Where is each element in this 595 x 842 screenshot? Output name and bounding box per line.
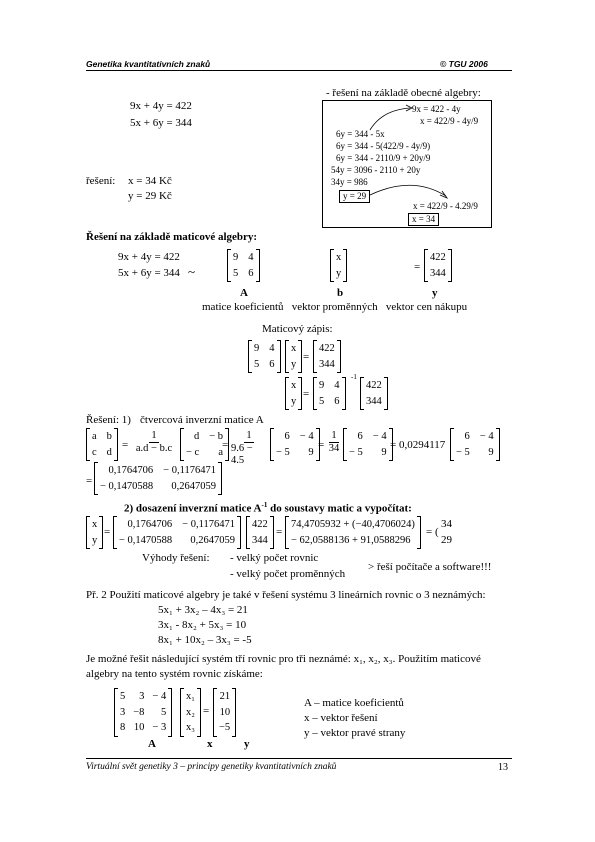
matrix-cell: − 0,1176471 [182, 519, 235, 530]
matrix-cell: 8 [120, 722, 126, 734]
notation-title: Maticový zápis: [262, 323, 333, 335]
algebra-line: x = 422/9 - 4y/9 [420, 116, 479, 126]
solution-label: řešení: [86, 175, 116, 187]
algebra-line: 6y = 344 - 5(422/9 - 4y/9) [336, 141, 431, 151]
matrix-cell: 0,1764706 [108, 465, 154, 476]
header-rule [86, 70, 512, 71]
algebra-result-y: y = 29 [339, 190, 370, 203]
matrix-cell: − 3 [152, 722, 167, 734]
algebra-line: 6y = 344 - 2110/9 + 20y/9 [336, 153, 431, 163]
label-y: y [244, 738, 250, 750]
matrix-cell: 9 [381, 446, 387, 458]
system-equation: 5x₁ + 3x₂ – 4x₃ = 21 [158, 604, 248, 616]
equals-sign: = [276, 526, 283, 538]
algebra-line: x = 422/9 - 4.29/9 [413, 201, 478, 211]
matrix-cell: 6 [464, 431, 470, 442]
matrix-cell: 4 [334, 380, 340, 391]
fraction-numeric [229, 430, 269, 467]
label-x: x [207, 738, 213, 750]
matrix-cell: 10 [133, 722, 145, 734]
matrix-cell: 0,2647059 [171, 480, 216, 492]
algebra-arrows [322, 100, 490, 226]
matrix-cell: 4 [269, 343, 275, 354]
matrix-cell: 9 [488, 446, 494, 458]
footer-title: Virtuální svět genetiky 3 – principy genetiky kvantitativních znaků [86, 762, 337, 772]
step2-main: 2) dosazení inverzní matice A [124, 502, 262, 515]
matrix-cell: d [193, 431, 200, 442]
fraction-denominator: a.d − b.c [135, 443, 173, 455]
equals-sign: = [122, 439, 129, 451]
price-vector [246, 516, 274, 549]
matrix-cell: − b [209, 431, 224, 442]
matrix-cell: − 4 [372, 431, 387, 442]
advantages-note: > řeší počítače a software!!! [368, 561, 492, 573]
notation-matrix-A [248, 340, 281, 373]
vector-cell: x [291, 380, 297, 391]
coefficient: = 0,0294117 [390, 439, 446, 451]
algebra-line: 9x = 422 - 4y [412, 104, 461, 114]
legend-item: y – vektor pravé strany [304, 727, 406, 739]
matrix-cell: 4 [248, 252, 254, 263]
inverse-matrix-step2 [113, 516, 241, 549]
vector-cell: 422 [366, 380, 382, 391]
solution-x: x = 34 Kč [128, 175, 172, 187]
vector-cell: x [92, 519, 98, 530]
vector-cell: 422 [252, 519, 268, 530]
step1-label: Řešení: 1) [86, 414, 131, 426]
matrix-cell: 5 [254, 358, 260, 370]
inverse-matrix [94, 462, 222, 495]
matrix-cell: 6 [269, 358, 275, 370]
vector-cell: −5 [219, 722, 231, 734]
matrix-cell: 5 [120, 691, 126, 702]
legend-item: A – matice koeficientů [304, 697, 404, 709]
fraction-denominator: 34 [328, 443, 340, 455]
result-x: 34 [441, 518, 452, 530]
equation-2: 5x + 6y = 344 [130, 117, 192, 129]
vector-cell: 10 [219, 706, 231, 718]
matrix-caption: matice koeficientů vektor proměnných vektor cen nákupu [202, 301, 468, 313]
advantage-item: - velký počet rovnic [230, 552, 319, 564]
matrix-cell: a [92, 431, 97, 442]
matrix-cell: 6 [248, 267, 254, 279]
cofactor-matrix [450, 428, 500, 461]
notation-vector-b [285, 340, 302, 373]
matrix-cell: a [218, 446, 224, 458]
matrix-cell: − 4 [479, 431, 494, 442]
label-A: A [240, 287, 248, 299]
matrix-cell: 9 [319, 380, 325, 391]
matrix-cell: −8 [133, 706, 145, 718]
matrix-cell: 6 [334, 395, 340, 407]
result-y: 29 [441, 534, 452, 546]
matrix-cell: 3 [139, 691, 145, 702]
result-vector-b [285, 377, 302, 410]
vector-cell: 344 [366, 395, 382, 407]
header-title: Genetika kvantitativních znaků [86, 59, 211, 69]
equals-sign: = [222, 439, 229, 451]
solution-y: y = 29 Kč [128, 190, 172, 202]
matrix-cell: 6 [357, 431, 363, 442]
vector-cell: y [291, 358, 297, 370]
result-prefix: = ( [426, 526, 439, 538]
equals-sign: = [414, 261, 421, 273]
example2-text: algebry na tento systém rovnic získáme: [86, 668, 263, 680]
matrix-cell: − 0,1470588 [100, 480, 154, 492]
vector-cell: − 62,0588136 + 91,0588296 [291, 534, 411, 546]
matrix-cell: − 4 [299, 431, 314, 442]
vector-y [424, 249, 452, 282]
result-matrix-A [313, 377, 346, 410]
matrix-cell: 5 [233, 267, 239, 279]
matrix-cell: 5 [160, 706, 167, 718]
example2-text: Je možné řešit následující systém tří rovnic pro tři neznámé: x₁, x₂, x₃. Použitím maticové [86, 653, 481, 665]
step1-text: čtvercová inverzní matice A [140, 414, 264, 426]
matrix-cell: − 5 [276, 446, 290, 458]
vector-cell: x₁ [186, 691, 195, 702]
vector-cell: x [291, 343, 297, 354]
vector-cell: 344 [319, 358, 335, 370]
example2-intro: Př. 2 Použití maticové algebry je také v řešení systému 3 lineárních rovnic o 3 neznámých: [86, 589, 486, 601]
matrix-cell: − 4 [152, 691, 167, 702]
matrix-cell: c [92, 446, 97, 458]
page-number: 13 [498, 762, 508, 773]
matrix-cell: − 5 [456, 446, 470, 458]
step2-tail: do soustavy matic a vypočítat: [267, 502, 412, 515]
matrix-cell: 9 [254, 343, 260, 354]
equation-1: 9x + 4y = 422 [130, 100, 192, 112]
algebra-line: 34y = 986 [331, 177, 368, 187]
matrix-A-3x3 [114, 688, 172, 737]
vector-cell: 422 [319, 343, 335, 354]
label-A: A [148, 738, 156, 750]
fraction-one-over-34 [326, 430, 342, 455]
algebra-title: - řešení na základě obecné algebry: [326, 87, 481, 99]
vector-cell: 422 [430, 252, 446, 263]
notation-vector-y [313, 340, 341, 373]
header-copyright: © TGU 2006 [440, 59, 488, 69]
system-equation: 3x₁ - 8x₂ + 5x₃ = 10 [158, 619, 247, 631]
cofactor-matrix [270, 428, 320, 461]
matrix-cell: 3 [120, 706, 126, 718]
vector-cell: x₂ [186, 706, 195, 718]
matrix-cell: d [106, 446, 112, 458]
general-matrix [86, 428, 118, 461]
equals-sign: = [86, 475, 93, 487]
vector-cell: 344 [252, 534, 268, 546]
equals-sign: = [203, 705, 210, 717]
vector-x-3 [180, 688, 201, 737]
vector-cell: y [92, 534, 98, 546]
matrix-equation-1: 9x + 4y = 422 [118, 251, 180, 263]
fraction-numerator: 1 [244, 430, 253, 443]
equals-sign: = [303, 351, 310, 363]
matrix-cell: 0,1764706 [127, 519, 173, 530]
vector-b [330, 249, 347, 282]
vector-y-3 [213, 688, 236, 737]
algebra-result-x: x = 34 [408, 213, 439, 226]
matrix-cell: − 0,1470588 [119, 534, 173, 546]
matrix-cell: 9 [233, 252, 239, 263]
matrix-equation-2: 5x + 6y = 344 [118, 267, 180, 279]
algebra-line: 6y = 344 - 5x [336, 129, 385, 139]
vector-cell: 74,4705932 + (−40,4706024) [291, 519, 415, 530]
step2-text [124, 502, 412, 515]
vector-cell: 344 [430, 267, 446, 279]
system-equation: 8x₁ + 10x₂ – 3x₃ = -5 [158, 634, 252, 646]
vector-cell: 21 [219, 691, 231, 702]
expanded-vector [285, 516, 421, 549]
vector-cell: x₃ [186, 722, 195, 734]
inverse-exponent: -1 [351, 373, 357, 381]
fraction-numerator: 1 [149, 430, 158, 443]
result-vector-xy [86, 516, 103, 549]
fraction-numerator: 1 [329, 430, 338, 443]
result-vector-y [360, 377, 388, 410]
vector-cell: x [336, 252, 342, 263]
equals-sign: = [303, 388, 310, 400]
matrix-cell: − 5 [349, 446, 363, 458]
tilde-sign: ~ [188, 264, 196, 279]
matrix-cell: 6 [284, 431, 290, 442]
label-y: y [432, 287, 438, 299]
step2-superscript: -1 [261, 501, 268, 509]
matrix-cell: 0,2647059 [190, 534, 235, 546]
matrix-cell: 9 [308, 446, 314, 458]
label-b: b [337, 287, 344, 299]
matrix-section-title: Řešení na základě maticové algebry: [86, 231, 258, 243]
matrix-cell: − c [186, 446, 200, 458]
matrix-A [227, 249, 260, 282]
cofactor-matrix [343, 428, 393, 461]
algebra-line: 54y = 3096 - 2110 + 20y [331, 165, 421, 175]
vector-cell: y [291, 395, 297, 407]
advantages-label: Výhody řešení: [142, 552, 210, 564]
matrix-cell: − 0,1176471 [163, 465, 216, 476]
equals-sign: = [318, 439, 325, 451]
fraction-denominator: 9.6 − 4.5 [231, 443, 253, 467]
vector-cell: y [336, 267, 342, 279]
equals-sign: = [104, 526, 111, 538]
fraction-determinant [131, 430, 177, 455]
legend-item: x – vektor řešení [304, 712, 378, 724]
advantage-item: - velký počet proměnných [230, 568, 346, 580]
footer-rule [86, 758, 512, 759]
matrix-cell: b [106, 431, 112, 442]
matrix-cell: 5 [319, 395, 325, 407]
